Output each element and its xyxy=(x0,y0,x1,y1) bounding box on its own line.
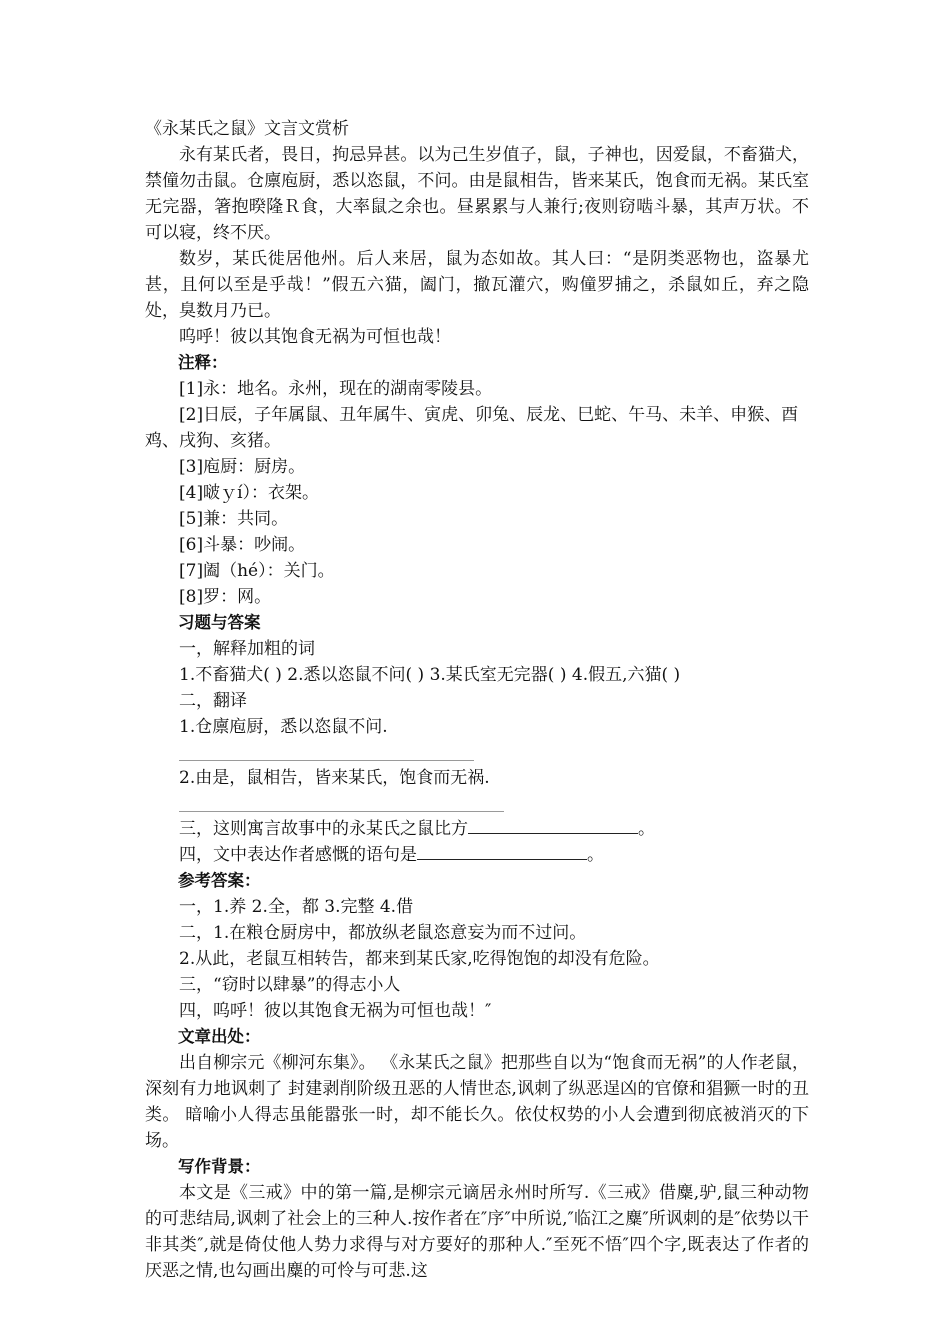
exercise-question-1: 1.不畜猫犬( ) 2.悉以恣鼠不问( ) 3.某氏室无完器( ) 4.假五,六猫( ) xyxy=(179,665,681,685)
document-title: 《永某氏之鼠》文言文赏析 xyxy=(145,119,349,139)
note-item: [6]斗暴：吵闹。 xyxy=(179,535,306,555)
note-item: [2]日辰，子年属鼠、丑年属牛、寅虎、卯兔、辰龙、巳蛇、午马、未羊、申猴、酉鸡、戌狗、亥猪。 xyxy=(145,405,799,451)
note-item: [1]永：地名。永州，现在的湖南零陵县。 xyxy=(179,379,493,399)
exercise-section-1: 一，解释加粗的词 xyxy=(179,639,315,659)
exercises-heading: 习题与答案 xyxy=(178,613,261,632)
punctuation: 。 xyxy=(638,819,655,839)
body-paragraph-3: 呜呼！彼以其饱食无祸为可恒也哉！ xyxy=(179,327,451,347)
answers-heading: 参考答案： xyxy=(178,871,261,890)
answer-line: 四，呜呼！彼以其饱食无祸为可恒也哉！″ xyxy=(179,1001,492,1021)
translation-item-1: 1.仓廪庖厨，悉以恣鼠不问. xyxy=(179,717,388,737)
note-item: [8]罗：网。 xyxy=(179,587,272,607)
source-paragraph: 出自柳宗元《柳河东集》。 《永某氏之鼠》把那些自以为“饱食而无祸”的人作老鼠， 深刻有力地讽刺了 封建剥削阶级丑恶的人情世态,讽刺了纵恶逞凶的官僚和猖獗一时的丑类。 暗喻小人得志虽能嚣张一时，却不能长久。依仗权势的小人会遭到彻底被消灭的下场。 xyxy=(145,1053,809,1151)
answer-line: 二，1.在粮仓厨房中，都放纵老鼠恣意妄为而不过问。 xyxy=(179,923,587,943)
answer-blank-line[interactable] xyxy=(179,740,474,761)
answer-blank-line[interactable] xyxy=(179,791,504,812)
background-heading: 写作背景： xyxy=(178,1157,261,1176)
fill-in-blank[interactable] xyxy=(417,843,587,860)
answer-line: 一，1.养 2.全，都 3.完整 4.借 xyxy=(179,897,414,917)
exercise-section-4-text: 四，文中表达作者感慨的语句是 xyxy=(179,845,417,865)
exercise-section-4 xyxy=(145,842,809,868)
note-item: [3]庖厨：厨房。 xyxy=(179,457,306,477)
background-paragraph: 本文是《三戒》中的第一篇,是柳宗元谪居永州时所写.《三戒》借麋,驴,鼠三种动物的可悲结局,讽刺了社会上的三种人.按作者在″序″中所说,″临江之麋″所讽刺的是″依势以干非其类″,就是倚仗他人势力求得与对方要好的那种人.″至死不悟″四个字,既表达了作者的厌恶之情,也勾画出麋的可怜与可悲.这 xyxy=(145,1183,809,1281)
document-page xyxy=(145,116,809,1284)
note-item: [7]阖（hé）：关门。 xyxy=(179,561,335,581)
translation-item-2: 2.由是，鼠相告，皆来某氏，饱食而无祸. xyxy=(179,768,490,788)
source-heading: 文章出处： xyxy=(178,1027,261,1046)
body-paragraph-1: 永有某氏者，畏日，拘忌异甚。以为己生岁值子，鼠，子神也，因爱鼠，不畜猫犬，禁僮勿击鼠。仓廪庖厨，悉以恣鼠，不问。由是鼠相告，皆来某氏，饱食而无祸。某氏室无完器，箸抱暌隆Ｒ食，大率鼠之余也。昼累累与人兼行;夜则窃啮斗暴，其声万状。不可以寝，终不厌。 xyxy=(145,145,809,243)
notes-heading: 注释： xyxy=(178,353,228,372)
note-item: [5]兼：共同。 xyxy=(179,509,289,529)
answer-line: 三，“窃时以肆暴”的得志小人 xyxy=(179,975,401,995)
punctuation: 。 xyxy=(587,845,604,865)
exercise-section-2: 二，翻译 xyxy=(179,691,247,711)
note-item: [4]啵ｙí）：衣架。 xyxy=(179,483,320,503)
fill-in-blank[interactable] xyxy=(468,817,638,834)
exercise-section-3 xyxy=(145,816,809,842)
exercise-section-3-text: 三，这则寓言故事中的永某氏之鼠比方 xyxy=(179,819,468,839)
body-paragraph-2: 数岁，某氏徙居他州。后人来居，鼠为态如故。其人曰：“是阴类恶物也，盗暴尤甚，且何以至是乎哉！”假五六猫，阖门，撤瓦灌穴，购僮罗捕之，杀鼠如丘，弃之隐处，臭数月乃已。 xyxy=(145,249,809,321)
answer-line: 2.从此，老鼠互相转告，都来到某氏家,吃得饱饱的却没有危险。 xyxy=(179,949,660,969)
